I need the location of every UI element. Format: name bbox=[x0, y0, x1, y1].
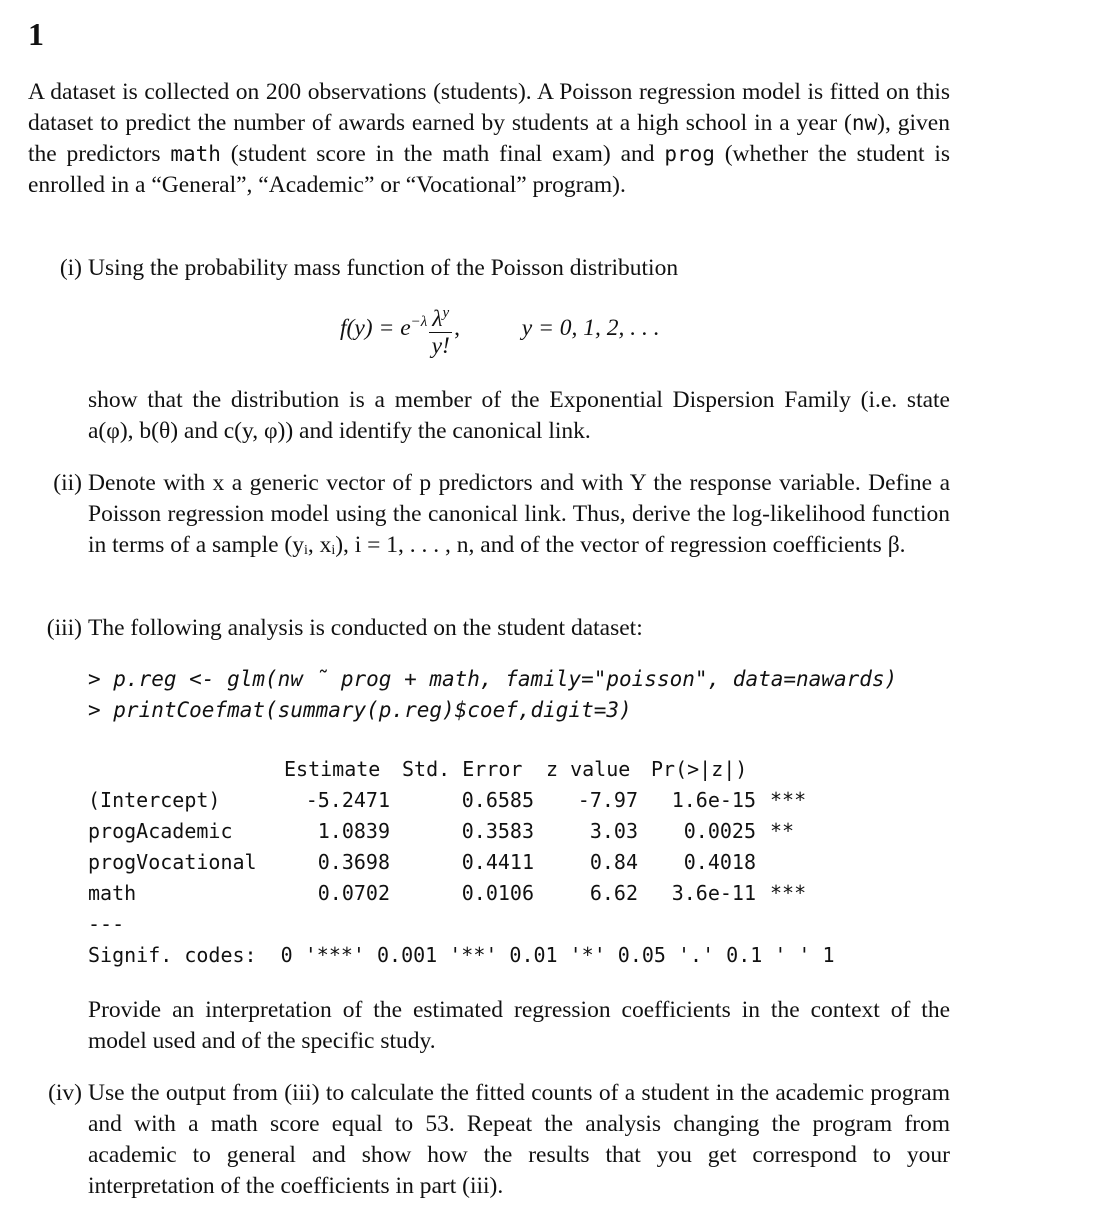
var-math: math bbox=[170, 142, 221, 166]
item-iii-label: (iii) bbox=[46, 615, 82, 641]
row-z-value: 6.62 bbox=[589, 881, 638, 905]
item-i-text: Using the probability mass function of the Poisson distribution bbox=[88, 255, 679, 281]
row-estimate: 1.0839 bbox=[317, 819, 390, 843]
row-std-error: 0.6585 bbox=[461, 788, 534, 812]
row-std-error: 0.4411 bbox=[461, 850, 534, 874]
r-code-line-2: > printCoefmat(summary(p.reg)$coef,digit=3) bbox=[88, 698, 632, 722]
question-number: 1 bbox=[28, 16, 44, 52]
row-name: math bbox=[88, 881, 137, 905]
item-i-label: (i) bbox=[59, 255, 82, 281]
item-i-text2: show that the distribution is a member of the Exponential Dispersion Family (i.e. state a(φ), b(θ) and c(y, φ)) and identify the canonical link. bbox=[88, 387, 950, 444]
row-z-value: -7.97 bbox=[577, 788, 638, 812]
row-estimate: 0.0702 bbox=[317, 881, 390, 905]
row-name: progVocational bbox=[88, 850, 257, 874]
row-z-value: 3.03 bbox=[589, 819, 638, 843]
row-estimate: 0.3698 bbox=[317, 850, 390, 874]
row-signif: ** bbox=[770, 819, 795, 843]
row-std-error: 0.3583 bbox=[461, 819, 534, 843]
row-signif: *** bbox=[770, 881, 807, 905]
row-p-value: 0.0025 bbox=[683, 819, 756, 843]
table-separator: --- bbox=[88, 912, 125, 936]
r-code-line-1: > p.reg <- glm(nw ˜ prog + math, family="poisson", data=nawards) bbox=[88, 667, 898, 691]
item-iv-text: Use the output from (iii) to calculate the fitted counts of a student in the academic program and with a math score equal to 53. Repeat the analysis changing the program from academic to general and show how the results that you get correspond to your interpretation of the coefficients in part (iii). bbox=[88, 1080, 950, 1199]
row-estimate: -5.2471 bbox=[305, 788, 390, 812]
item-iii-text: The following analysis is conducted on the student dataset: bbox=[88, 615, 643, 641]
row-p-value: 1.6e-15 bbox=[671, 788, 756, 812]
row-p-value: 3.6e-11 bbox=[671, 881, 756, 905]
row-name: (Intercept) bbox=[88, 788, 221, 812]
var-prog: prog bbox=[664, 142, 715, 166]
signif-codes: Signif. codes: 0 '***' 0.001 '**' 0.01 '*' 0.05 '.' 0.1 ' ' 1 bbox=[88, 943, 835, 967]
row-std-error: 0.0106 bbox=[461, 881, 534, 905]
header-estimate: Estimate bbox=[284, 757, 381, 781]
row-name: progAcademic bbox=[88, 819, 233, 843]
header-p-value: Pr(>|z|) bbox=[651, 757, 748, 781]
row-signif: *** bbox=[770, 788, 807, 812]
pmf-domain: y = 0, 1, 2, . . . bbox=[521, 314, 660, 341]
header-std-error: Std. Error bbox=[402, 757, 523, 781]
intro-paragraph: A dataset is collected on 200 observations (students). A Poisson regression model is fitted on this dataset to predict the number of awards earned by students at a high school in a year (nw), given the predictors math (student score in the math final exam) and prog (whether the student is enrolled in a “General”, “Academic” or “Vocational” program). bbox=[28, 79, 950, 198]
item-iii-text2: Provide an interpretation of the estimated regression coefficients in the context of the model used and of the specific study. bbox=[88, 997, 950, 1054]
header-z-value: z value bbox=[546, 757, 631, 781]
row-z-value: 0.84 bbox=[589, 850, 638, 874]
item-iv-label: (iv) bbox=[48, 1080, 82, 1106]
row-p-value: 0.4018 bbox=[683, 850, 756, 874]
var-nw: nw bbox=[851, 111, 878, 135]
pmf-formula: $f(y) = e^{-\lambda}$ $\frac{\lambda^y}{y!}$ , y = 0, 1, 2, . . . bbox=[340, 300, 660, 359]
item-ii-text: Denote with x a generic vector of p predictors and with Y the response variable. Define a Poisson regression model using the canonical link. Thus, derive the log-likelihood function in terms of a sample (yᵢ, xᵢ), i = 1, . . . , n, and of the vector of regression coefficients β. bbox=[88, 470, 950, 558]
item-ii-label: (ii) bbox=[53, 470, 82, 496]
